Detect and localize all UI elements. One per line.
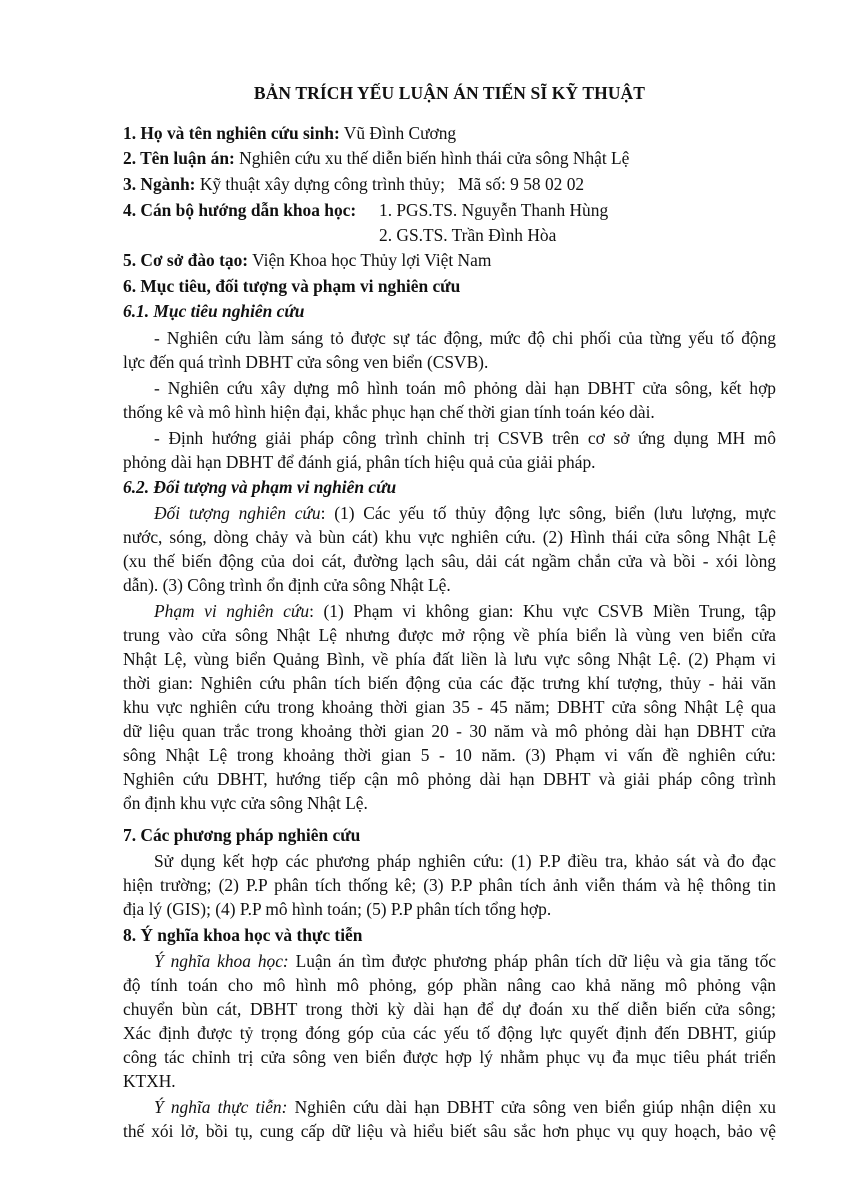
practice-label: Ý nghĩa thực tiễn: bbox=[154, 1097, 288, 1117]
scope-line: ổn định khu vực cửa sông Nhật Lệ. bbox=[123, 793, 368, 813]
practice-line bbox=[123, 1096, 776, 1118]
document-title: BẢN TRÍCH YẾU LUẬN ÁN TIẾN SĨ KỸ THUẬT bbox=[253, 83, 646, 103]
scope-line bbox=[123, 600, 776, 622]
scope-text: : (1) Phạm vi không gian: Khu vực CSVB Miền Trung, tập bbox=[309, 601, 776, 621]
science-line: KTXH. bbox=[123, 1071, 176, 1091]
info-value: Kỹ thuật xây dựng công trình thủy; Mã số: 9 58 02 02 bbox=[195, 174, 585, 194]
scope-line: sông Nhật Lệ trong khoảng thời gian 5 - 10 năm. (3) Phạm vi vấn đề nghiên cứu: bbox=[123, 745, 776, 765]
info-label: 2. Tên luận án: bbox=[123, 148, 235, 168]
section-8-heading: 8. Ý nghĩa khoa học và thực tiễn bbox=[123, 925, 363, 945]
methods-line: Sử dụng kết hợp các phương pháp nghiên cứu: (1) P.P điều tra, khảo sát và đo đạc bbox=[154, 851, 776, 871]
objects-line: nước, sóng, dòng chảy và bùn cát) khu vực nghiên cứu. (2) Hình thái cửa sông Nhật Lệ bbox=[123, 527, 776, 547]
methods-line: địa lý (GIS); (4) P.P mô hình toán; (5) P.P phân tích tổng hợp. bbox=[123, 899, 552, 919]
info-institution bbox=[123, 249, 776, 271]
scope-line: trung vào cửa sông Nhật Lệ nhưng được mở rộng về phía biển là vùng ven biển cửa bbox=[123, 625, 776, 645]
objects-line: dẫn). (3) Công trình ổn định cửa sông Nhật Lệ. bbox=[123, 575, 451, 595]
info-student bbox=[123, 122, 776, 144]
section-7-heading: 7. Các phương pháp nghiên cứu bbox=[123, 825, 361, 845]
science-line: độ tính toán cho mô hình mô phỏng, góp phần nâng cao khả năng mô phỏng vận bbox=[123, 975, 776, 995]
science-line: Xác định được tỷ trọng đóng góp của các yếu tố động lực quyết định đến DBHT, giúp bbox=[123, 1023, 776, 1043]
scope-line: Nghiên cứu DBHT, hướng tiếp cận mô phỏng dài hạn DBHT và giải pháp công trình bbox=[123, 769, 776, 789]
section-6-heading: 6. Mục tiêu, đối tượng và phạm vi nghiên cứu bbox=[123, 276, 461, 296]
methods-line: hiện trường; (2) P.P phân tích thống kê; (3) P.P phân tích ảnh viễn thám và hệ thông tin bbox=[123, 875, 776, 895]
info-major bbox=[123, 173, 776, 195]
supervisor-2: 2. GS.TS. Trần Đình Hòa bbox=[379, 225, 557, 245]
info-value: Nghiên cứu xu thế diễn biến hình thái cửa sông Nhật Lệ bbox=[234, 148, 630, 168]
objects-line bbox=[123, 502, 776, 524]
objects-line: (xu thế biến động của doi cát, đường lạch sâu, dải cát ngầm chắn cửa và bồi - xói lòng bbox=[123, 551, 776, 571]
info-label: 5. Cơ sở đào tạo: bbox=[123, 250, 249, 270]
science-line: chuyển bùn cát, DBHT trong thời kỳ dài hạn để dự đoán xu thế diễn biến cửa sông; bbox=[123, 999, 776, 1019]
scope-line: thời gian: Nghiên cứu phân tích biến động của các đặc trưng khí tượng, thủy - hải văn bbox=[123, 673, 776, 693]
objective-line: - Nghiên cứu làm sáng tỏ được sự tác động, mức độ chi phối của từng yếu tố động bbox=[154, 328, 776, 348]
science-label: Ý nghĩa khoa học: bbox=[154, 951, 289, 971]
practice-line: thế xói lở, bồi tụ, cung cấp dữ liệu và hiểu biết sâu sắc hơn phục vụ quy hoạch, bảo vệ bbox=[123, 1121, 776, 1141]
section-6-1-heading: 6.1. Mục tiêu nghiên cứu bbox=[123, 301, 305, 321]
objects-label: Đối tượng nghiên cứu bbox=[154, 503, 321, 523]
scope-line: dữ liệu quan trắc trong khoảng thời gian 20 - 30 năm và mô phỏng dài hạn DBHT cửa bbox=[123, 721, 776, 741]
scope-label: Phạm vi nghiên cứu bbox=[154, 601, 310, 621]
science-line bbox=[123, 950, 776, 972]
info-value: Vũ Đình Cương bbox=[339, 123, 457, 143]
science-line: công tác chỉnh trị cửa sông ven biển được hợp lý nhằm phục vụ đa mục tiêu phát triển bbox=[123, 1047, 776, 1067]
section-6-2-heading: 6.2. Đối tượng và phạm vi nghiên cứu bbox=[123, 477, 397, 497]
objective-line: lực đến quá trình DBHT cửa sông ven biển (CSVB). bbox=[123, 352, 489, 372]
objective-line: - Định hướng giải pháp công trình chỉnh trị CSVB trên cơ sở ứng dụng MH mô bbox=[154, 428, 776, 448]
info-label: 3. Ngành: bbox=[123, 174, 196, 194]
objective-line: phỏng dài hạn DBHT để đánh giá, phân tích hiệu quả của giải pháp. bbox=[123, 452, 596, 472]
objective-line: - Nghiên cứu xây dựng mô hình toán mô phỏng dài hạn DBHT cửa sông, kết hợp bbox=[154, 378, 776, 398]
scope-line: khu vực nghiên cứu trong khoảng thời gian 35 - 45 năm; DBHT cửa sông Nhật Lệ qua bbox=[123, 697, 776, 717]
info-label: 1. Họ và tên nghiên cứu sinh: bbox=[123, 123, 340, 143]
practice-text: Nghiên cứu dài hạn DBHT cửa sông ven biển giúp nhận diện xu bbox=[287, 1097, 776, 1117]
info-supervisors bbox=[123, 199, 776, 221]
info-thesis bbox=[123, 147, 776, 169]
info-value: Viện Khoa học Thủy lợi Việt Nam bbox=[248, 250, 492, 270]
science-text: Luận án tìm được phương pháp phân tích dữ liệu và gia tăng tốc bbox=[288, 951, 776, 971]
objective-line: thống kê và mô hình hiện đại, khắc phục hạn chế thời gian tính toán kéo dài. bbox=[123, 402, 655, 422]
supervisor-1: 1. PGS.TS. Nguyễn Thanh Hùng bbox=[379, 200, 609, 220]
scope-line: Nhật Lệ, vùng biển Quảng Bình, về phía đất liền là lưu vực sông Nhật Lệ. (2) Phạm vi bbox=[123, 649, 776, 669]
objects-text: : (1) Các yếu tố thủy động lực sông, biển (lưu lượng, mực bbox=[320, 503, 776, 523]
info-label: 4. Cán bộ hướng dẫn khoa học: bbox=[123, 200, 357, 220]
